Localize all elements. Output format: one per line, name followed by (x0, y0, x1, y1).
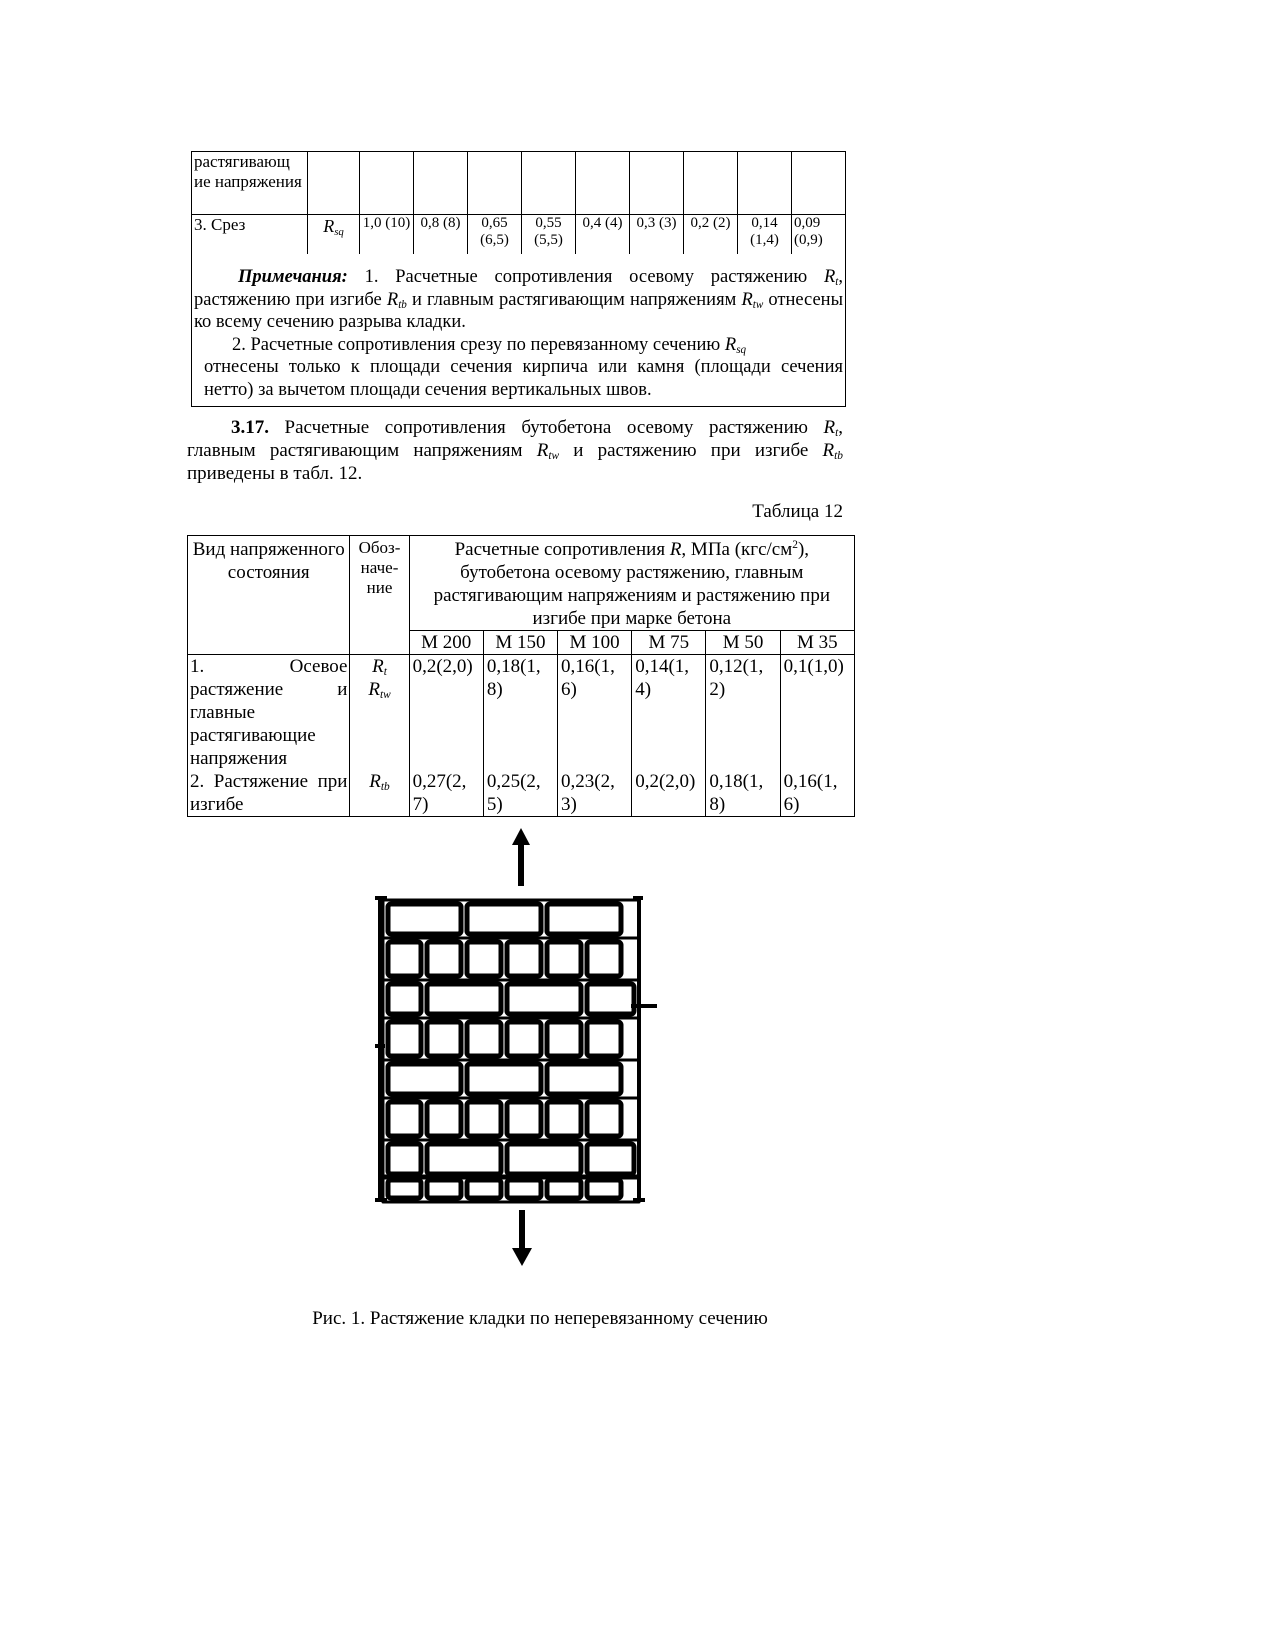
value-cell: 0,23(2,3) (558, 770, 632, 817)
brick-header (467, 942, 501, 976)
brick-stretcher (547, 904, 621, 934)
brick-stretcher (587, 984, 634, 1014)
brick-header (427, 1180, 461, 1198)
header-designation: Обоз-наче-ние (350, 536, 409, 655)
brick-stretcher (467, 904, 541, 934)
masonry-tension-figure (375, 828, 675, 1278)
grade-header: М 50 (706, 631, 780, 655)
brick-header (427, 942, 461, 976)
brick-header (467, 1180, 501, 1198)
brick-header (388, 1180, 421, 1198)
note-1: Примечания: 1. Расчетные сопротивления осевому растяжению $R_t$, растяжению при изгибе $R_{tb}$ и главным растягивающим напряжениям $R_{tw}$ отнесены ко всему сечению разрыва кладки. (194, 267, 844, 332)
brick-header (587, 942, 621, 976)
value-cell: 0,25(2,5) (483, 770, 557, 817)
brick-header (388, 1022, 421, 1056)
brick-header (507, 1102, 541, 1136)
masonry-wall (383, 900, 639, 1202)
tension-arrow-up-icon (512, 828, 530, 886)
symbol-cell: $R_t$ $R_{tw}$ (350, 655, 409, 771)
brick-header (427, 1022, 461, 1056)
brick-stretcher (427, 1144, 501, 1174)
value-cell: 0,14 (1,4) (738, 215, 792, 255)
brick-stretcher (507, 1144, 581, 1174)
symbol-cell: $R_{tb}$ (350, 770, 409, 817)
brick-header (507, 1180, 541, 1198)
value-cell: 0,18(1,8) (483, 655, 557, 771)
brick-header (388, 942, 421, 976)
brick-stretcher (388, 1064, 461, 1094)
value-cell: 0,27(2,7) (409, 770, 483, 817)
brick-header (467, 1102, 501, 1136)
brick-header (587, 1022, 621, 1056)
brick-stretcher (427, 984, 501, 1014)
brick-header (427, 1102, 461, 1136)
value-cell: 0,3 (3) (630, 215, 684, 255)
brick-stretcher (467, 1064, 541, 1094)
note-2-continued: отнесены только к площади сечения кирпича или камня (площади сечения нетто) за вычетом площади сечения вертикальных швов. (204, 357, 843, 400)
brick-stretcher (388, 984, 421, 1014)
table-caption: Таблица 12 (752, 501, 843, 522)
value-cell: 0,1(1,0) (780, 655, 854, 771)
value-cell: 0,14(1,4) (632, 655, 706, 771)
brick-header (467, 1022, 501, 1056)
value-cell: 0,09 (0,9) (792, 215, 846, 255)
value-cell: 0,16(1,6) (558, 655, 632, 771)
brick-stretcher (547, 1064, 621, 1094)
value-cell: 1,0 (10) (360, 215, 414, 255)
brick-stretcher (388, 1144, 421, 1174)
value-cell: 0,12(1,2) (706, 655, 780, 771)
value-cell: 0,18(1,8) (706, 770, 780, 817)
table-12 (187, 535, 855, 817)
value-cell: 0,4 (4) (576, 215, 630, 255)
header-stress-type: Вид напряженного состояния (188, 536, 350, 655)
brick-header (587, 1180, 621, 1198)
paragraph-3-17: 3.17. Расчетные сопротивления бутобетона осевому растяжению $R_t$, главным растягивающим напряжениям $R_{tw}$ и растяжению при изгибе $R_{tb}$ приведены в табл. 12. (187, 417, 844, 484)
row-label: 2. Растяжение при изгибе (188, 770, 350, 817)
table-row (188, 770, 855, 817)
note-2: 2. Расчетные сопротивления срезу по перевязанному сечению $R_{sq}$ (232, 334, 747, 356)
continuation-table (191, 151, 846, 407)
value-cell: 0,55 (5,5) (522, 215, 576, 255)
grade-header: М 35 (780, 631, 854, 655)
tension-arrow-down-icon (512, 1210, 532, 1266)
figure-caption: Рис. 1. Растяжение кладки по неперевязанному сечению (312, 1308, 768, 1329)
grade-header: М 100 (558, 631, 632, 655)
table-row (192, 215, 846, 255)
brick-stretcher (587, 1144, 634, 1174)
grade-header: М 200 (409, 631, 483, 655)
value-cell: 0,2(2,0) (409, 655, 483, 771)
value-cell: 0,2 (2) (684, 215, 738, 255)
brick-header (587, 1102, 621, 1136)
brick-header (388, 1102, 421, 1136)
table-header-row (188, 536, 855, 631)
row-prev-label: растягивающ ие напряжения (192, 152, 308, 215)
brick-header (547, 1022, 581, 1056)
value-cell: 0,8 (8) (414, 215, 468, 255)
brick-header (547, 942, 581, 976)
table-row (188, 655, 855, 771)
brick-stretcher (388, 904, 461, 934)
notes-row (192, 254, 846, 407)
brick-stretcher (507, 984, 581, 1014)
row-label: 3. Срез (192, 215, 308, 255)
table-row (192, 152, 846, 215)
grade-header: М 75 (632, 631, 706, 655)
brick-header (507, 1022, 541, 1056)
row-label: 1. Осевое растяжение и главные растягивающие напряжения (188, 655, 350, 771)
brick-header (547, 1180, 581, 1198)
grade-header: М 150 (483, 631, 557, 655)
table-notes (192, 254, 846, 407)
value-cell: 0,2(2,0) (632, 770, 706, 817)
value-cell: 0,65 (6,5) (468, 215, 522, 255)
header-main: Расчетные сопротивления R, МПа $(кгс/см^2)$, бутобетона осевому растяжению, главным растягивающим напряжениям и растяжению при изгибе при марке бетона (409, 536, 854, 631)
symbol-cell: $R_{sq}$ (308, 215, 360, 255)
value-cell: 0,16(1,6) (780, 770, 854, 817)
brick-header (547, 1102, 581, 1136)
brick-header (507, 942, 541, 976)
